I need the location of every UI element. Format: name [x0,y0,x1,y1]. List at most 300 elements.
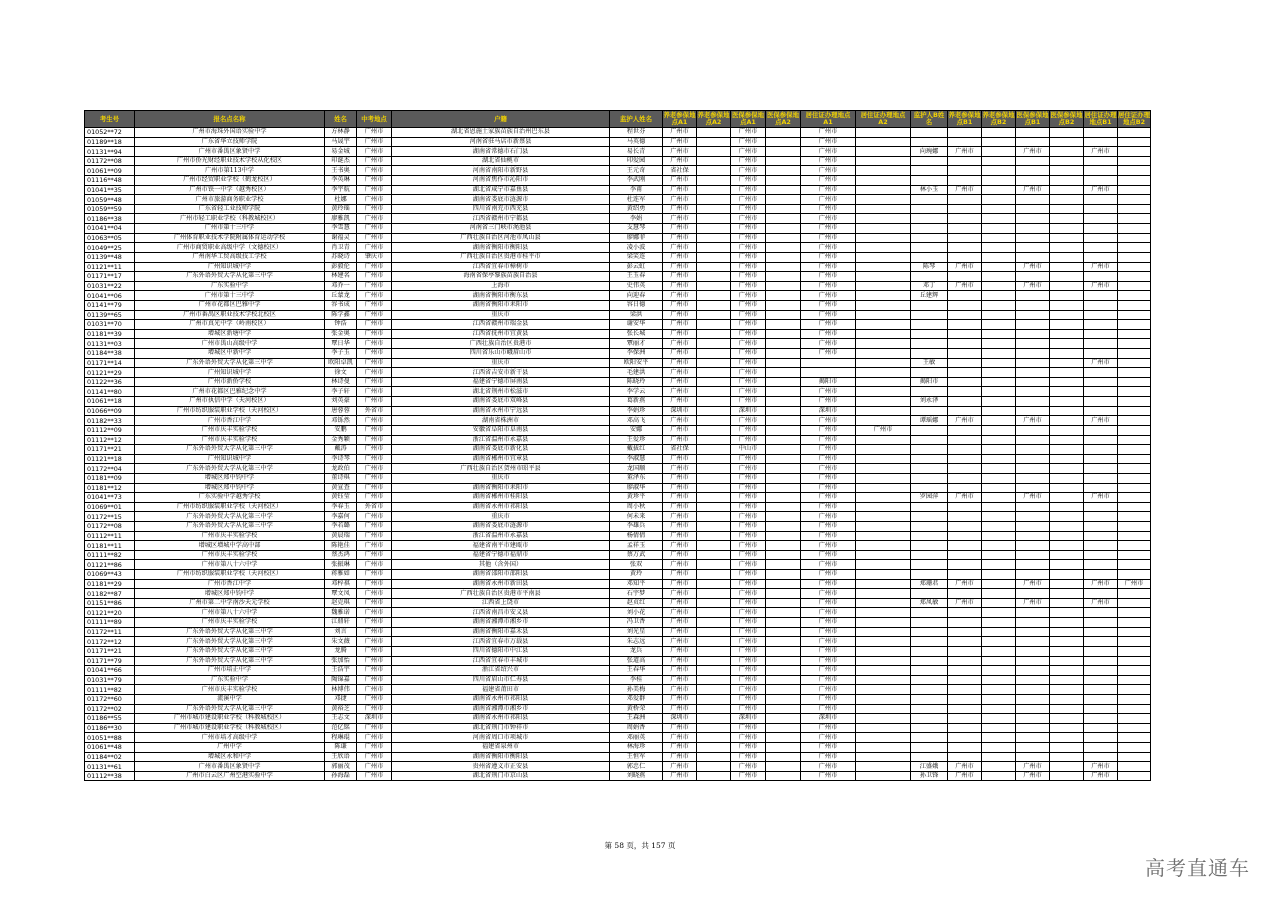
table-cell: 广东省轻工业技师学院 [135,204,325,214]
table-cell: 01041**06 [85,291,135,301]
table-cell: 广州市 [731,493,766,503]
table-cell [697,243,731,253]
table-cell: 01171**14 [85,358,135,368]
table-cell [697,387,731,397]
table-cell: 广州市 [357,137,392,147]
table-cell: 广州市 [801,310,856,320]
table-cell [856,214,911,224]
table-cell [911,329,948,339]
table-cell [911,454,948,464]
table-cell: 广州市 [731,137,766,147]
table-cell: 蔡万武 [610,550,663,560]
table-cell: 江西省赣州市宁都县 [392,214,610,224]
table-cell [856,521,911,531]
table-cell: 广州市 [731,627,766,637]
table-cell: 01172**04 [85,464,135,474]
table-cell [948,339,982,349]
table-cell [766,454,801,464]
table-cell: 王玉春 [610,272,663,282]
table-cell [1016,502,1050,512]
table-cell [856,272,911,282]
table-cell: 张道高 [610,656,663,666]
table-cell [697,195,731,205]
table-cell [911,166,948,176]
table-cell: 广州市 [731,598,766,608]
table-cell: 广州市 [731,608,766,618]
table-row [85,406,1151,416]
table-cell: 广州市 [731,128,766,138]
table-row [85,349,1151,359]
table-cell: 广州市 [731,502,766,512]
table-cell: 贵州省遵义市正安县 [392,762,610,772]
table-cell: 广州市 [801,762,856,772]
column-header: 居住证办理地点A2 [856,111,911,128]
table-cell [1050,473,1084,483]
table-cell: 01121**86 [85,560,135,570]
table-cell: 刘晓燕 [610,771,663,781]
table-cell [856,646,911,656]
table-cell [856,176,911,186]
table-cell [1118,320,1151,330]
table-cell [911,272,948,282]
table-cell [856,483,911,493]
table-cell: 广州市 [663,243,697,253]
table-cell: 江西省宜春市丰城市 [392,656,610,666]
table-cell [766,310,801,320]
table-cell [1084,560,1118,570]
table-cell: 广州市 [948,762,982,772]
table-cell: 广东外语外贸大学从化第三中学 [135,272,325,282]
table-cell: 魏雅诺 [325,608,357,618]
table-cell [1118,387,1151,397]
table-cell: 河南省三门峡市渑池县 [392,224,610,234]
table-cell [911,368,948,378]
table-cell [1084,627,1118,637]
table-cell: 01172**12 [85,637,135,647]
table-cell [1016,714,1050,724]
table-cell [766,541,801,551]
table-cell [1016,204,1050,214]
table-cell [1118,714,1151,724]
table-cell: 广州市 [731,541,766,551]
table-cell: 欧阳卓凯 [325,358,357,368]
table-cell [697,521,731,531]
table-cell: 广州市 [801,329,856,339]
table-cell: 李甫 [610,185,663,195]
table-cell [766,512,801,522]
table-cell [982,646,1016,656]
table-cell: 01069**43 [85,570,135,580]
table-cell [982,128,1016,138]
table-cell: 广州市 [731,675,766,685]
table-cell [1050,329,1084,339]
column-header: 考生号 [85,111,135,128]
table-cell: 01139**65 [85,310,135,320]
table-cell: 何未来 [610,512,663,522]
table-cell [1118,243,1151,253]
table-cell [1118,531,1151,541]
table-cell: 湖北省荆门市钟祥市 [392,723,610,733]
table-cell: 郑珊君 [911,579,948,589]
table-cell [1016,733,1050,743]
table-cell [1084,675,1118,685]
table-cell: 广州市 [357,743,392,753]
page-number: 第 58 页，共 157 页 [604,841,676,850]
table-cell: 深圳市 [663,714,697,724]
table-cell [766,176,801,186]
table-cell [911,483,948,493]
table-cell [911,656,948,666]
table-cell: 广州市 [357,281,392,291]
table-cell [948,473,982,483]
table-cell: 陈学鑫 [325,310,357,320]
table-cell [856,339,911,349]
table-cell [856,243,911,253]
table-cell: 广州市 [357,473,392,483]
table-cell: 陈谦 [325,743,357,753]
table-cell [697,502,731,512]
table-cell [856,685,911,695]
column-header: 监护人B姓名 [911,111,948,128]
table-cell [766,387,801,397]
table-cell [911,464,948,474]
table-row [85,166,1151,176]
table-cell: 广州市 [1016,185,1050,195]
table-cell [1084,714,1118,724]
table-cell: 广州市新侨学校 [135,377,325,387]
table-cell: 广州市 [357,445,392,455]
table-row [85,675,1151,685]
table-cell [948,166,982,176]
table-cell: 01181**39 [85,329,135,339]
table-cell: 01186**55 [85,714,135,724]
table-row [85,329,1151,339]
table-row [85,185,1151,195]
table-cell [1118,204,1151,214]
table-cell [1118,541,1151,551]
table-cell: 广州市白云区广州空港实验中学 [135,771,325,781]
table-cell: 增城区永和中学 [135,752,325,762]
column-header: 医保参保地点A2 [767,111,799,126]
table-cell [948,733,982,743]
table-cell: 李娟珍 [610,406,663,416]
table-cell: 程世芬 [610,128,663,138]
table-cell [1118,397,1151,407]
table-cell [1016,339,1050,349]
table-cell: 河南省焦作市沁阳市 [392,176,610,186]
table-cell [766,425,801,435]
table-cell: 广州市 [801,675,856,685]
table-cell [856,743,911,753]
table-cell [766,435,801,445]
table-cell [948,252,982,262]
table-cell [1016,195,1050,205]
table-row [85,704,1151,714]
table-cell [766,675,801,685]
table-cell: 广州市庆丰实验学校 [135,618,325,628]
table-cell: 广东外语外贸大学从化第三中学 [135,445,325,455]
table-cell: 湖南省娄底市双峰县 [392,397,610,407]
table-cell [911,550,948,560]
table-cell: 广州市 [663,156,697,166]
table-cell: 王爱珍 [610,435,663,445]
table-cell: 广州市 [663,147,697,157]
column-header: 养老参保地点B1 [948,111,981,126]
table-cell: 四川省德阳市中江县 [392,646,610,656]
table-cell: 广州市 [731,521,766,531]
table-cell: 湖南省邵阳市邵阳县 [392,570,610,580]
table-cell: 江西省吉安市新干县 [392,368,610,378]
table-cell: 01131**94 [85,147,135,157]
table-cell [1050,397,1084,407]
table-row [85,493,1151,503]
table-row [85,445,1151,455]
table-cell [948,483,982,493]
table-cell: 廖淑华 [610,483,663,493]
table-cell [1016,445,1050,455]
table-cell [856,252,911,262]
table-cell [1084,666,1118,676]
table-cell: 彭毅伦 [325,262,357,272]
table-cell: 邓梓祺 [325,579,357,589]
table-cell [697,310,731,320]
table-cell [948,320,982,330]
table-row [85,233,1151,243]
table-cell [1118,329,1151,339]
table-cell: 广州市 [663,618,697,628]
table-cell: 广州市 [801,618,856,628]
table-cell [697,685,731,695]
table-cell: 广州市执信中学（天河校区） [135,397,325,407]
table-cell [856,570,911,580]
table-cell: 李子玉 [325,349,357,359]
table-cell: 01172**60 [85,694,135,704]
table-cell [1118,598,1151,608]
table-cell [1118,349,1151,359]
table-cell: 广州市 [357,550,392,560]
table-cell: 广州市 [801,473,856,483]
table-cell [1084,300,1118,310]
table-cell [982,368,1016,378]
table-cell [1084,445,1118,455]
table-cell [948,406,982,416]
table-cell [856,531,911,541]
table-cell [766,339,801,349]
table-cell [911,723,948,733]
table-cell [1050,406,1084,416]
table-cell [1084,685,1118,695]
table-cell [948,368,982,378]
table-row [85,397,1151,407]
table-cell: 广州市 [731,570,766,580]
table-cell: 湖南省郴州市桂阳县 [392,493,610,503]
table-cell [1084,512,1118,522]
table-row [85,771,1151,781]
table-cell [766,185,801,195]
table-cell [948,397,982,407]
table-cell: 广州市 [731,454,766,464]
table-cell: 四川省眉山市仁寿县 [392,675,610,685]
table-cell: 01121**11 [85,262,135,272]
table-cell [1016,358,1050,368]
table-cell: 广州市 [731,550,766,560]
table-cell [1016,233,1050,243]
table-cell: 广州市 [663,300,697,310]
table-cell [697,445,731,455]
table-cell [948,627,982,637]
table-cell [1050,579,1084,589]
table-cell: 广州市 [801,349,856,359]
table-cell [982,214,1016,224]
table-cell: 广州市 [801,300,856,310]
table-cell: 广州市 [663,646,697,656]
table-cell [1016,685,1050,695]
table-cell [982,733,1016,743]
table-cell: 广东实验中学 [135,281,325,291]
table-cell: 湖南省衡阳市耒阳市 [392,300,610,310]
table-cell [982,310,1016,320]
table-cell [1084,464,1118,474]
table-cell [697,714,731,724]
table-cell [856,204,911,214]
table-cell: 张振琳 [325,560,357,570]
table-cell: 广州市 [663,771,697,781]
table-cell: 广东外语外贸大学从化第三中学 [135,627,325,637]
table-cell [697,694,731,704]
table-cell [1118,502,1151,512]
table-row [85,224,1151,234]
table-cell [1016,723,1050,733]
table-cell: 广州市 [357,771,392,781]
table-cell [1016,156,1050,166]
table-cell [697,531,731,541]
table-cell [982,723,1016,733]
table-cell [766,685,801,695]
table-cell: 广州市 [801,656,856,666]
table-cell [911,128,948,138]
table-cell [982,262,1016,272]
table-cell [982,387,1016,397]
table-cell [911,646,948,656]
table-row [85,589,1151,599]
table-cell: 向迎春 [610,291,663,301]
table-cell [1084,368,1118,378]
table-cell [982,195,1016,205]
table-cell: 广州市 [357,531,392,541]
table-cell [1050,704,1084,714]
table-cell [766,137,801,147]
table-cell [1016,368,1050,378]
table-cell: 广州市 [1084,598,1118,608]
table-cell [948,694,982,704]
table-cell [1050,445,1084,455]
table-cell: 广州市 [801,579,856,589]
table-cell [948,214,982,224]
table-cell: 01069**01 [85,502,135,512]
table-cell [766,666,801,676]
table-cell [1016,272,1050,282]
table-cell: 广州市 [801,637,856,647]
table-cell: 揭阳市 [911,377,948,387]
table-cell [982,243,1016,253]
table-cell [1016,521,1050,531]
table-cell: 揭阳市 [801,377,856,387]
table-cell: 江盛娥 [911,762,948,772]
table-cell [982,435,1016,445]
table-cell [1118,694,1151,704]
column-header: 居住证办理地点A1 [801,111,856,128]
table-cell: 林博伟 [325,685,357,695]
table-cell [982,397,1016,407]
table-cell [856,627,911,637]
table-cell: 广州市 [801,272,856,282]
table-row [85,425,1151,435]
table-cell: 广州市 [357,493,392,503]
table-cell: 江西省宜春市万载县 [392,637,610,647]
table-cell [1050,560,1084,570]
table-cell: 广州市 [357,397,392,407]
table-cell: 黄玲瑶 [325,204,357,214]
table-cell: 广州市庆丰实验学校 [135,425,325,435]
table-cell: 增城区增城中学高中部 [135,541,325,551]
table-cell [1084,637,1118,647]
table-cell: 广州体育职业技术学院附属体育运动学校 [135,233,325,243]
table-cell: 广州市 [663,723,697,733]
table-cell [911,714,948,724]
table-cell [856,714,911,724]
table-cell [697,435,731,445]
table-cell [911,339,948,349]
table-cell [911,300,948,310]
table-cell: 钟浩 [325,320,357,330]
table-cell [1118,214,1151,224]
table-cell: 广州市 [357,339,392,349]
table-cell [697,349,731,359]
table-cell [1016,589,1050,599]
table-cell [982,550,1016,560]
table-row [85,291,1151,301]
table-cell [1118,406,1151,416]
table-cell [982,406,1016,416]
table-cell: 广州市 [731,377,766,387]
table-row [85,560,1151,570]
table-cell: 广州市 [731,416,766,426]
table-cell [911,473,948,483]
table-cell [1050,675,1084,685]
table-cell: 广州市 [731,214,766,224]
table-cell: 广州市 [731,743,766,753]
table-cell: 广州市 [663,262,697,272]
table-cell [766,656,801,666]
table-cell: 湖北省仙桃市 [392,156,610,166]
table-cell: 广州市 [663,608,697,618]
table-cell [1050,550,1084,560]
table-cell [697,176,731,186]
table-cell: 广州市 [357,541,392,551]
table-cell [982,493,1016,503]
table-row [85,262,1151,272]
table-cell [697,425,731,435]
column-header: 报名点名称 [135,111,325,128]
table-cell: 广州市 [801,195,856,205]
table-cell [1084,454,1118,464]
table-cell [697,300,731,310]
table-cell [1118,147,1151,157]
table-cell [982,445,1016,455]
table-cell [1118,300,1151,310]
table-cell [1016,512,1050,522]
table-cell [856,128,911,138]
